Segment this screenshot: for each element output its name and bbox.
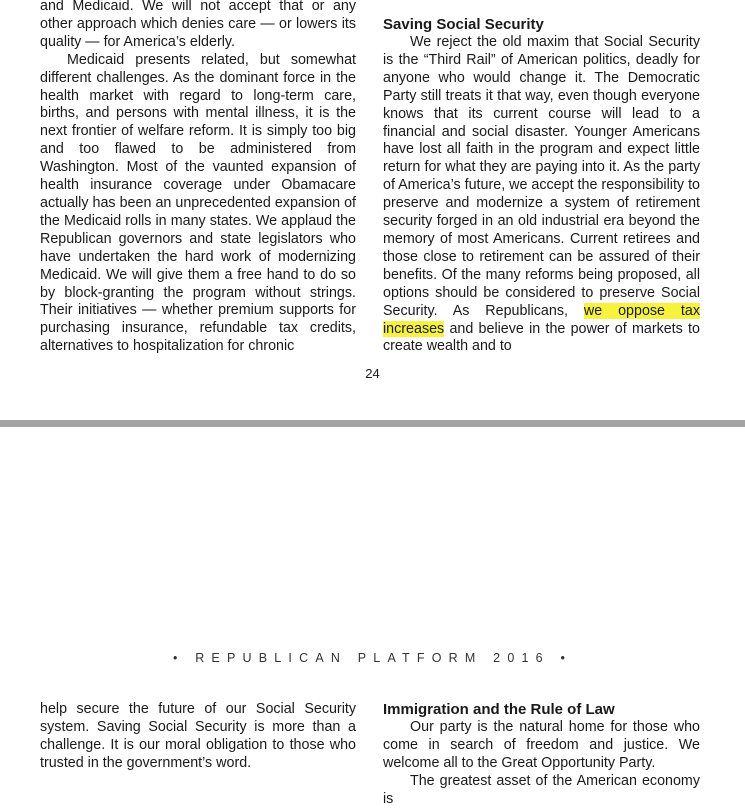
paragraph: Our party is the natural home for those who come in search of freedom and justice. We welcome all to the Great Opportunity Party.: [383, 719, 700, 771]
page-divider: [0, 420, 745, 427]
section-heading-saving-social-security: Saving Social Security: [383, 16, 544, 33]
paragraph: The greatest asset of the American economy is: [383, 772, 700, 807]
paragraph: and Medicaid. We will not accept that or any other approach which denies care — or lowers its quality — for America’s elderly.: [40, 0, 356, 50]
paragraph-text: and believe in the power of markets to create wealth and to: [383, 320, 700, 355]
left-column: [40, 0, 356, 356]
paragraph: [383, 34, 700, 356]
paragraph: Medicaid presents related, but somewhat different challenges. As the dominant force in the health market with regard to long-term care, births, and persons with mental illness, it is the next frontier of welfare reform. It is simply too big and too flawed to be administered from Washington. Most of the vaunted expansion of health insurance coverage under Obamacare actually has been an unprecedented expansion of the Medicaid rolls in many states. We applaud the Republican governors and state legislators who have undertaken the hard work of modernizing Medicaid. We will give them a free hand to do so by block-granting the program without strings. Their initiatives — whether premium supports for purchasing insurance, refundable tax credits, alternatives to hospitalization for chronic: [40, 51, 356, 355]
right-column: [383, 701, 700, 809]
highlighted-text[interactable]: we oppose tax increases: [383, 302, 700, 337]
page-25: [0, 427, 745, 807]
paragraph: help secure the future of our Social Security system. Saving Social Security is more than a challenge. It is our moral obligation to those who trusted in the government’s word.: [40, 701, 356, 771]
page-number: 24: [365, 366, 380, 381]
right-column: [383, 16, 700, 356]
section-heading-immigration: Immigration and the Rule of Law: [383, 701, 615, 718]
paragraph-text: We reject the old maxim that Social Security is the “Third Rail” of American politics, deadly for anyone who would change it. The Democratic Party still treats it that way, even though everyone knows that its current course will lead to a financial and social disaster. Younger Americans have lost all faith in the program and expect little return for what they are paying into it. As the party of America’s future, we accept the responsibility to preserve and modernize a system of retirement security forged in an old industrial era beyond the memory of most Americans. Current retirees and those close to retirement can be assured of their benefits. Of the many reforms being proposed, all options should be considered to preserve Social Security. As Republicans,: [383, 34, 700, 319]
left-column: [40, 701, 356, 773]
running-header: • REPUBLICAN PLATFORM 2016 •: [172, 651, 573, 665]
